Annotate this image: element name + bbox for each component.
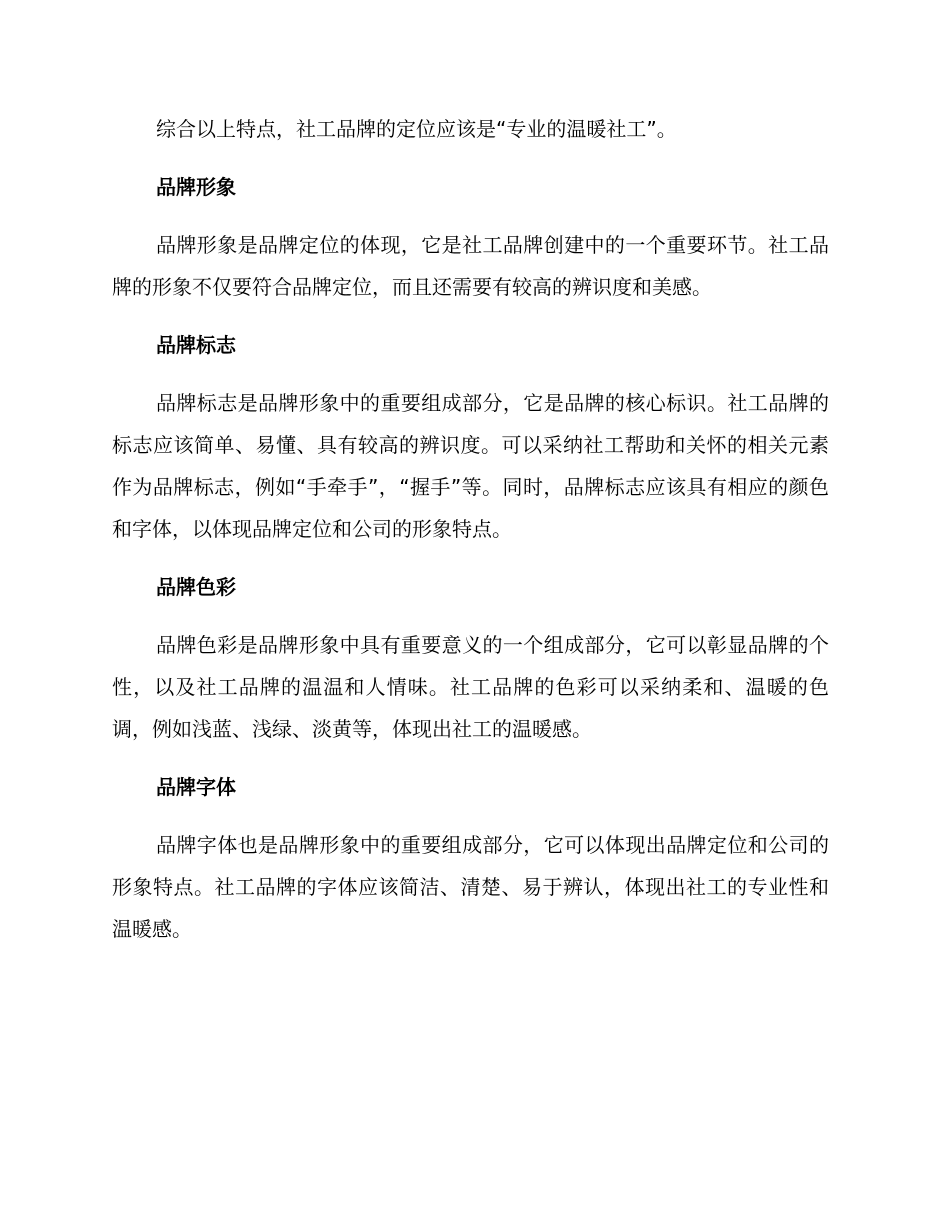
intro-paragraph: 综合以上特点，社工品牌的定位应该是“专业的温暖社工”。: [156, 117, 677, 141]
document-page: [112, 108, 829, 950]
section-heading-brand-image: 品牌形象: [156, 175, 236, 199]
section-paragraph-brand-font: 品牌字体也是品牌形象中的重要组成部分，它可以体现出品牌定位和公司的形象特点。社工品牌的字体应该简洁、清楚、易于辨认，体现出社工的专业性和温暖感。: [112, 833, 829, 941]
section-heading-brand-font: 品牌字体: [156, 775, 236, 799]
section-paragraph-brand-image: 品牌形象是品牌定位的体现，它是社工品牌创建中的一个重要环节。社工品牌的形象不仅要符合品牌定位，而且还需要有较高的辨识度和美感。: [112, 233, 829, 299]
section-heading-brand-color: 品牌色彩: [156, 575, 236, 599]
section-paragraph-brand-logo: 品牌标志是品牌形象中的重要组成部分，它是品牌的核心标识。社工品牌的标志应该简单、易懂、具有较高的辨识度。可以采纳社工帮助和关怀的相关元素作为品牌标志，例如“手牵手”，“握手”等。同时，品牌标志应该具有相应的颜色和字体，以体现品牌定位和公司的形象特点。: [112, 391, 829, 541]
section-heading-brand-logo: 品牌标志: [156, 333, 236, 357]
section-paragraph-brand-color: 品牌色彩是品牌形象中具有重要意义的一个组成部分，它可以彰显品牌的个性，以及社工品牌的温温和人情味。社工品牌的色彩可以采纳柔和、温暖的色调，例如浅蓝、浅绿、淡黄等，体现出社工的温暖感。: [112, 633, 829, 741]
